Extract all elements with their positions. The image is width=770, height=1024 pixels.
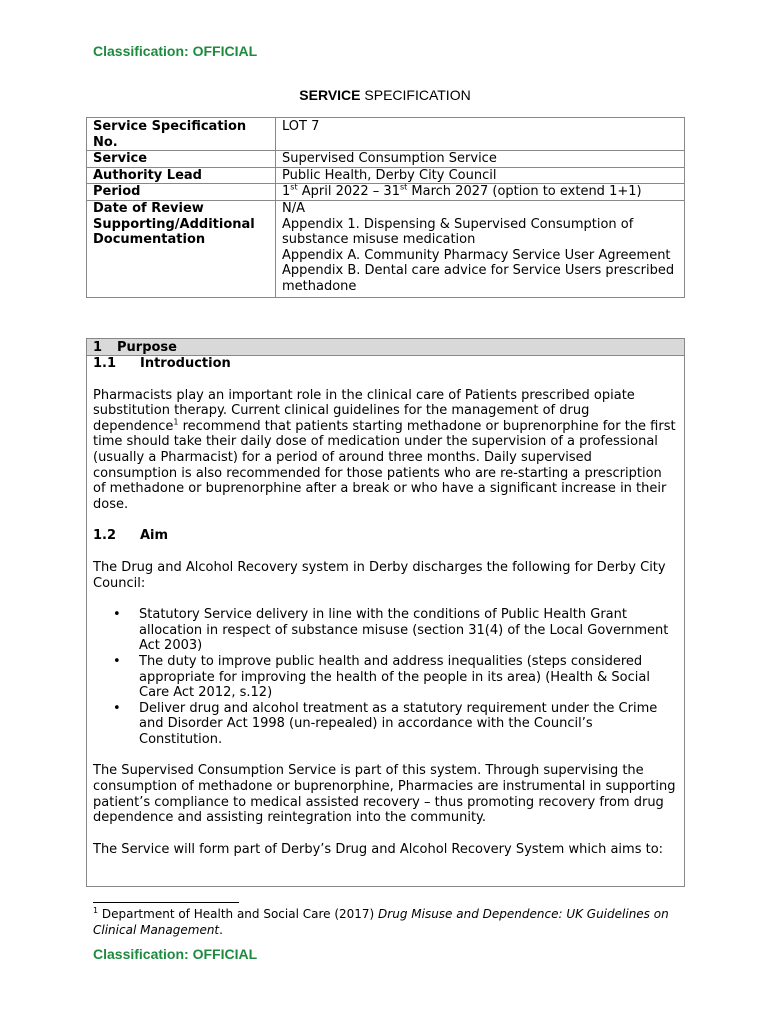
footnote-divider <box>93 902 239 903</box>
footnote <box>93 907 683 938</box>
row-label: Date of Review <box>87 200 276 216</box>
subsection-heading-introduction <box>93 356 678 372</box>
subsection-heading-aim <box>93 528 678 544</box>
subsection-number: 1.1 <box>93 356 117 371</box>
document-title <box>0 87 770 103</box>
classification-footer: Classification: OFFICIAL <box>93 946 258 962</box>
row-value: N/A <box>276 200 685 216</box>
row-label: Supporting/Additional Documentation <box>87 217 276 297</box>
period-text: April 2022 – 31 <box>297 184 400 200</box>
title-bold: SERVICE <box>299 87 361 103</box>
appendix-item: Appendix A. Community Pharmacy Service User Agreement <box>282 247 671 263</box>
row-label: Service Specification No. <box>87 118 276 151</box>
list-item: • The duty to improve public health and address inequalities (steps considered appropriate for improving the health of the people in its area) (Health & Social Care Act 2012, s.12) <box>93 654 678 701</box>
specification-table <box>86 117 685 298</box>
intro-text: recommend that patients starting methadone or buprenorphine for the first time should take their daily dose of medication under the supervision of a professional (usually a Pharmacist) for a period of around three months. Daily supervised consumption is also recommended for those patients who are re-starting a prescription of methadone or buprenorphine after a break or who have a significant increase in their dose. <box>93 418 676 512</box>
intro-text: Pharmacists play an important role in the clinical care of Patients prescribed opiate substitution therapy. Current clinical guidelines for the management of drug dependence <box>93 387 635 434</box>
table-row <box>87 118 685 151</box>
title-rest: SPECIFICATION <box>360 87 471 103</box>
subsection-number: 1.2 <box>93 528 117 544</box>
list-item: • Deliver drug and alcohol treatment as a statutory requirement under the Crime and Disorder Act 1998 (un-repealed) in accordance with the Council’s Constitution. <box>93 701 678 748</box>
row-value: Public Health, Derby City Council <box>276 167 685 184</box>
ordinal-suffix: st <box>290 183 298 193</box>
section-heading <box>87 339 684 356</box>
footnote-reference[interactable]: 1 <box>173 417 179 427</box>
table-row <box>87 151 685 168</box>
appendix-item: Appendix B. Dental care advice for Service Users prescribed methadone <box>282 263 675 294</box>
aim-paragraph: The Drug and Alcohol Recovery system in Derby discharges the following for Derby City Council: <box>93 559 666 591</box>
appendix-item: Appendix 1. Dispensing & Supervised Consumption of substance misuse medication <box>282 216 634 248</box>
footnote-text: . <box>219 922 223 937</box>
row-label: Service <box>87 151 276 168</box>
purpose-section <box>86 338 685 887</box>
section-title: Purpose <box>117 340 177 355</box>
row-value <box>276 217 685 297</box>
intro-paragraph <box>93 388 678 513</box>
list-item: • Statutory Service delivery in line with the conditions of Public Health Grant allocation in respect of substance misuse (section 31(4) of the Local Government Act 2003) <box>93 607 678 654</box>
aim-bullet-list <box>93 607 678 747</box>
subsection-title: Aim <box>140 528 169 544</box>
row-value: Supervised Consumption Service <box>276 151 685 168</box>
row-label: Authority Lead <box>87 167 276 184</box>
table-row <box>87 167 685 184</box>
ordinal-suffix: st <box>399 183 408 193</box>
row-value: LOT 7 <box>276 118 685 151</box>
period-text: March 2027 (option to extend 1+1) <box>407 184 642 200</box>
footnote-number: 1 <box>93 906 99 915</box>
table-row <box>87 184 685 201</box>
period-text: 1 <box>282 184 291 200</box>
footnote-text: Department of Health and Social Care (2017) <box>98 907 379 921</box>
subsection-title: Introduction <box>140 356 231 371</box>
footnote-title: Drug Misuse and Dependence: UK Guidelines on Clinical Management <box>93 907 669 937</box>
table-row <box>87 200 685 216</box>
row-value <box>276 184 685 201</box>
classification-header: Classification: OFFICIAL <box>93 43 258 59</box>
row-label: Period <box>87 184 276 201</box>
table-row <box>87 217 685 297</box>
system-paragraph: The Service will form part of Derby’s Drug and Alcohol Recovery System which aims to: <box>93 841 664 857</box>
service-paragraph: The Supervised Consumption Service is part of this system. Through supervising the consumption of methadone or buprenorphine, Pharmacies are instrumental in supporting patient’s compliance to medical assisted recovery – thus promoting recovery from drug dependence and assisting reintegration into the community. <box>93 763 676 826</box>
section-number: 1 <box>93 340 103 355</box>
